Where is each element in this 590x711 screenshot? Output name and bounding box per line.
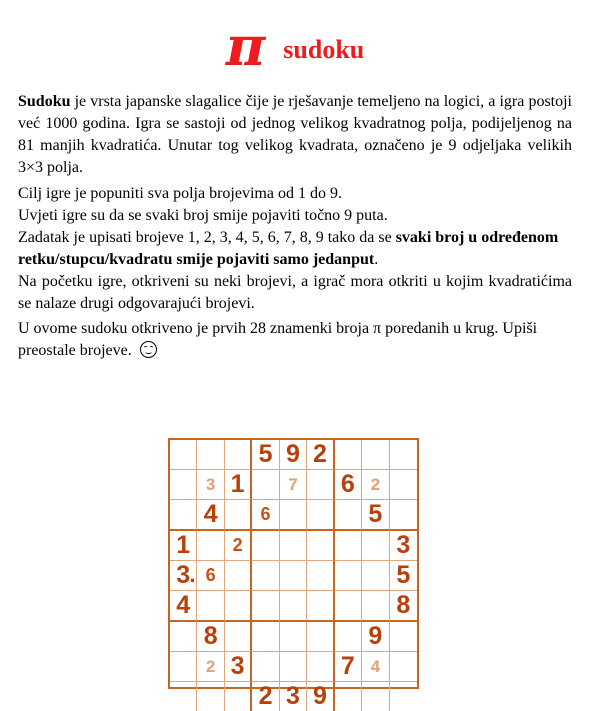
sudoku-cell-r5-c7[interactable] (335, 561, 362, 591)
sudoku-grid (168, 438, 419, 710)
sudoku-cell-r6-c9[interactable]: 8 (390, 591, 417, 622)
sudoku-cell-r9-c8[interactable] (362, 682, 389, 711)
sudoku-cell-r4-c3[interactable]: 2 (225, 531, 252, 561)
intro-paragraph (18, 91, 572, 179)
sudoku-cell-r9-c5[interactable]: 3 (280, 682, 307, 711)
sudoku-cell-r2-c9[interactable] (390, 470, 417, 500)
sudoku-cell-r6-c7[interactable] (335, 591, 362, 622)
rules-line-3-end: . (374, 251, 379, 268)
sudoku-cell-r1-c3[interactable] (225, 440, 252, 470)
sudoku-cell-r8-c3[interactable]: 3 (225, 652, 252, 682)
sudoku-cell-r9-c6[interactable]: 9 (307, 682, 334, 711)
sudoku-cell-r8-c8[interactable]: 4 (362, 652, 389, 682)
sudoku-cell-r3-c7[interactable] (335, 500, 362, 531)
rules-line-3-bold: svaki broj u određenom retku/stupcu/kvadratu smije pojaviti samo jedanput (18, 229, 559, 268)
rules-line-3-start: Zadatak je upisati brojeve 1, 2, 3, 4, 5, 6, 7, 8, 9 tako da se (18, 229, 396, 246)
sudoku-cell-r4-c5[interactable] (280, 531, 307, 561)
sudoku-cell-r9-c9[interactable] (390, 682, 417, 711)
sudoku-cell-r1-c9[interactable] (390, 440, 417, 470)
sudoku-cell-r4-c9[interactable]: 3 (390, 531, 417, 561)
sudoku-cell-r6-c5[interactable] (280, 591, 307, 622)
sudoku-cell-r7-c5[interactable] (280, 622, 307, 652)
sudoku-cell-r8-c7[interactable]: 7 (335, 652, 362, 682)
sudoku-cell-r1-c1[interactable] (170, 440, 197, 470)
sudoku-cell-r5-c4[interactable] (252, 561, 279, 591)
sudoku-cell-r7-c6[interactable] (307, 622, 334, 652)
sudoku-cell-r3-c8[interactable]: 5 (362, 500, 389, 531)
sudoku-cell-r2-c1[interactable] (170, 470, 197, 500)
rules-line-1: Cilj igre je popuniti sva polja brojevima od 1 do 9. (18, 185, 342, 202)
sudoku-cell-r2-c5[interactable]: 7 (280, 470, 307, 500)
sudoku-cell-r9-c3[interactable] (225, 682, 252, 711)
sudoku-cell-r5-c8[interactable] (362, 561, 389, 591)
sudoku-cell-r5-c9[interactable]: 5 (390, 561, 417, 591)
sudoku-cell-r3-c9[interactable] (390, 500, 417, 531)
sudoku-cell-r9-c7[interactable] (335, 682, 362, 711)
sudoku-cell-r7-c9[interactable] (390, 622, 417, 652)
sudoku-cell-r8-c5[interactable] (280, 652, 307, 682)
sudoku-cell-r6-c1[interactable]: 4 (170, 591, 197, 622)
task-text: U ovome sudoku otkriveno je prvih 28 znamenki broja π poredanih u krug. Upiši preostale brojeve. (18, 320, 538, 359)
sudoku-cell-r7-c4[interactable] (252, 622, 279, 652)
sudoku-cell-r1-c2[interactable] (197, 440, 224, 470)
sudoku-cell-r8-c2[interactable]: 2 (197, 652, 224, 682)
sudoku-cell-r3-c1[interactable] (170, 500, 197, 531)
sudoku-cell-r6-c4[interactable] (252, 591, 279, 622)
sudoku-cell-r3-c4[interactable]: 6 (252, 500, 279, 531)
sudoku-cell-r9-c1[interactable] (170, 682, 197, 711)
sudoku-cell-r4-c2[interactable] (197, 531, 224, 561)
sudoku-cell-r4-c6[interactable] (307, 531, 334, 561)
sudoku-cell-r3-c3[interactable] (225, 500, 252, 531)
sudoku-cell-r1-c8[interactable] (362, 440, 389, 470)
sudoku-cell-r2-c2[interactable]: 3 (197, 470, 224, 500)
sudoku-cell-r7-c1[interactable] (170, 622, 197, 652)
sudoku-cell-r8-c1[interactable] (170, 652, 197, 682)
sudoku-cell-r5-c2[interactable]: 6 (197, 561, 224, 591)
sudoku-cell-r6-c3[interactable] (225, 591, 252, 622)
sudoku-cell-r8-c9[interactable] (390, 652, 417, 682)
sudoku-cell-r4-c1[interactable]: 1 (170, 531, 197, 561)
sudoku-cell-r4-c8[interactable] (362, 531, 389, 561)
sudoku-cell-r9-c4[interactable]: 2 (252, 682, 279, 711)
page-title (0, 14, 590, 78)
sudoku-cell-r2-c4[interactable] (252, 470, 279, 500)
sudoku-cell-r7-c8[interactable]: 9 (362, 622, 389, 652)
task-paragraph (18, 318, 572, 362)
sudoku-cell-r5-c1[interactable]: 3 . (170, 561, 197, 591)
intro-bold-word: Sudoku (18, 93, 71, 110)
sudoku-cell-r3-c5[interactable] (280, 500, 307, 531)
sudoku-cell-r1-c6[interactable]: 2 (307, 440, 334, 470)
sudoku-cell-r8-c6[interactable] (307, 652, 334, 682)
sudoku-cell-r6-c6[interactable] (307, 591, 334, 622)
smiling-face-icon (140, 341, 157, 358)
sudoku-cell-r3-c2[interactable]: 4 (197, 500, 224, 531)
sudoku-cell-r4-c7[interactable] (335, 531, 362, 561)
sudoku-cell-r5-c3[interactable] (225, 561, 252, 591)
intro-text: je vrsta japanske slagalice čije je rješavanje temeljeno na logici, a igra postoji već 1000 godina. Igra se sastoji od jednog velikog kvadratnog polja, podijeljenog na 81 manjih kvadratića. Unutar tog velikog kvadrata, označeno je 9 odjeljaka velikih 3×3 polja. (18, 93, 572, 176)
sudoku-cell-r2-c7[interactable]: 6 (335, 470, 362, 500)
sudoku-cell-r8-c4[interactable] (252, 652, 279, 682)
sudoku-cell-r1-c4[interactable]: 5 (252, 440, 279, 470)
sudoku-cell-r7-c7[interactable] (335, 622, 362, 652)
sudoku-cell-r3-c6[interactable] (307, 500, 334, 531)
sudoku-cell-r5-c5[interactable] (280, 561, 307, 591)
sudoku-cell-r9-c2[interactable] (197, 682, 224, 711)
sudoku-cell-r7-c3[interactable] (225, 622, 252, 652)
sudoku-cell-r5-c6[interactable] (307, 561, 334, 591)
sudoku-cell-r2-c3[interactable]: 1 (225, 470, 252, 500)
title-word: sudoku (283, 35, 365, 64)
rules-line-2: Uvjeti igre su da se svaki broj smije pojaviti točno 9 puta. (18, 207, 388, 224)
sudoku-cell-r2-c8[interactable]: 2 (362, 470, 389, 500)
sudoku-cell-r1-c7[interactable] (335, 440, 362, 470)
sudoku-cell-r4-c4[interactable] (252, 531, 279, 561)
sudoku-cell-r1-c5[interactable]: 9 (280, 440, 307, 470)
sudoku-cell-r6-c2[interactable] (197, 591, 224, 622)
sudoku-cell-r6-c8[interactable] (362, 591, 389, 622)
pi-symbol: π (225, 14, 266, 78)
rules-paragraph (18, 183, 572, 315)
rules-line-4: Na početku igre, otkriveni su neki brojevi, a igrač mora otkriti u kojim kvadratićima se nalaze drugi odgovarajući brojevi. (18, 273, 572, 312)
sudoku-cell-r2-c6[interactable] (307, 470, 334, 500)
sudoku-cell-r7-c2[interactable]: 8 (197, 622, 224, 652)
